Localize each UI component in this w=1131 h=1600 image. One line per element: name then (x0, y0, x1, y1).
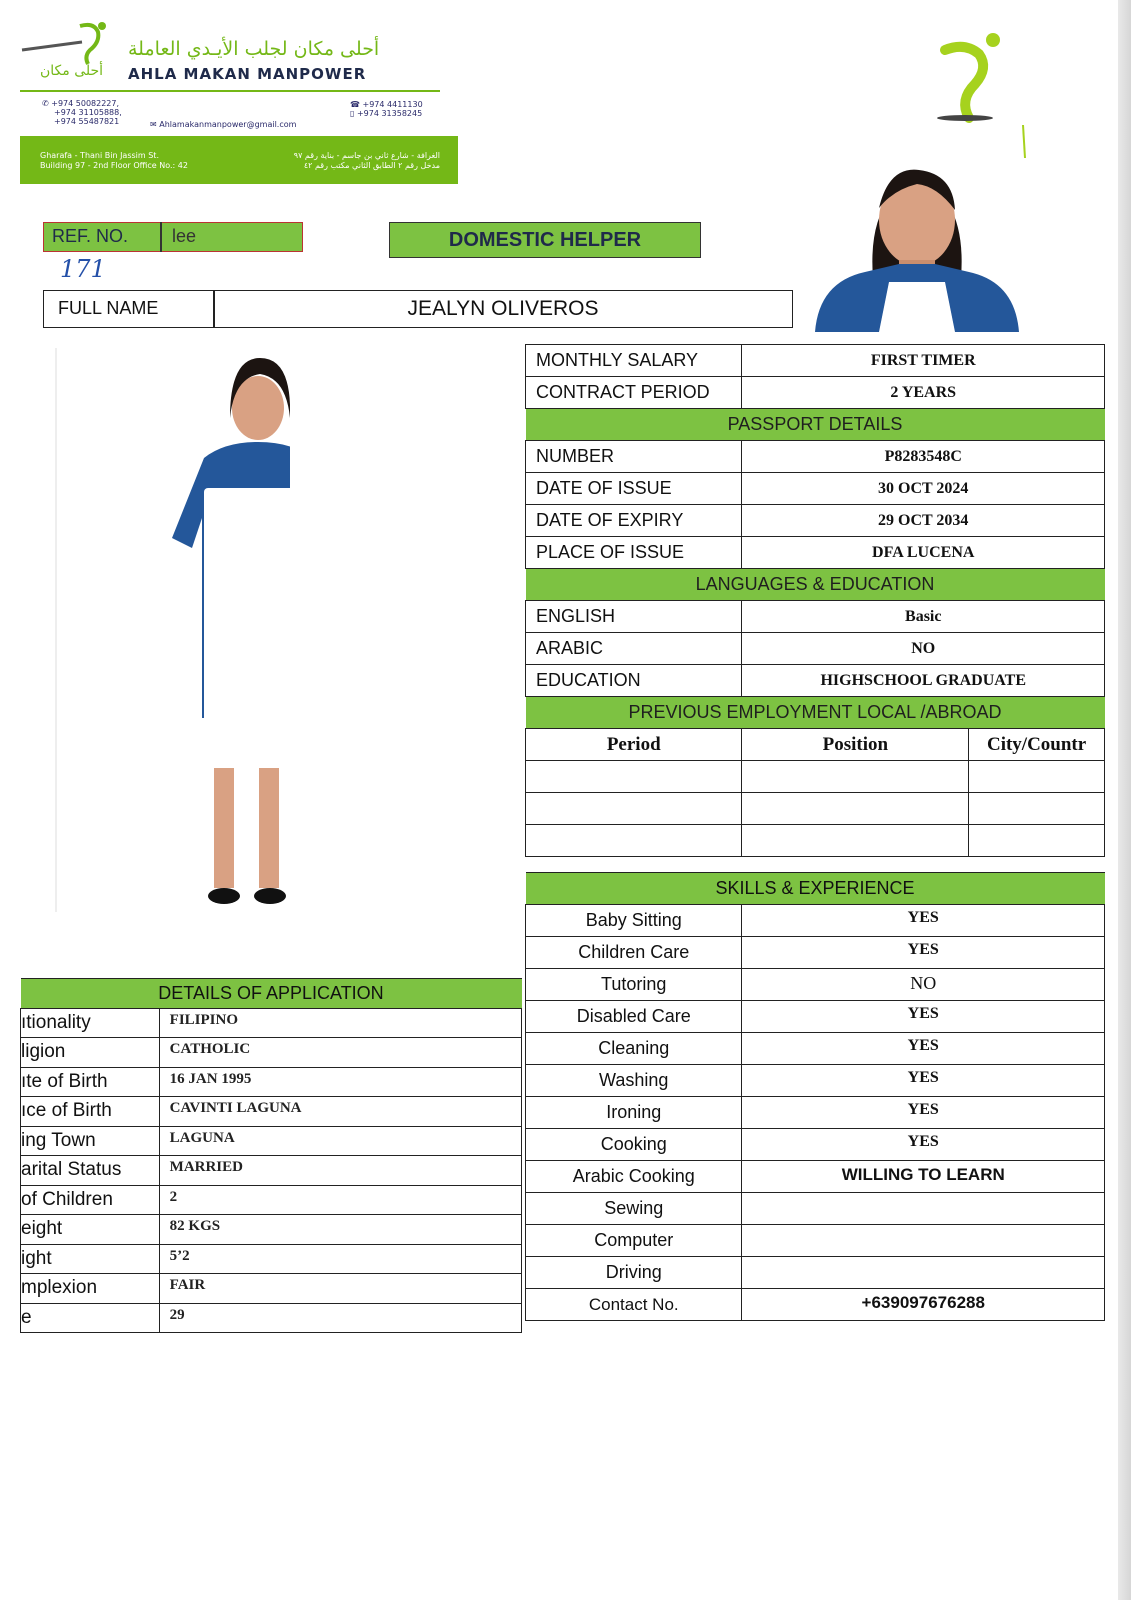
logo-text: أحلى مكان (40, 63, 104, 79)
row-label: PLACE OF ISSUE (526, 537, 742, 569)
row-label: DATE OF EXPIRY (526, 505, 742, 537)
column-header: Period (526, 729, 742, 761)
contact-number: +639097676288 (742, 1289, 1105, 1321)
row-value: Basic (742, 601, 1105, 633)
phone-number: +974 31105888, (54, 108, 122, 117)
detail-value: 29 (159, 1303, 521, 1333)
application-table (20, 978, 522, 1333)
detail-label: arital Status (21, 1156, 160, 1186)
table-row (21, 1038, 522, 1068)
row-value: 2 YEARS (742, 377, 1105, 409)
address-line: الغرافة - شارع ثاني بن جاسم - بناية رقم ٩٧ (293, 151, 440, 160)
table-row (526, 665, 1105, 697)
detail-value: FILIPINO (159, 1008, 521, 1038)
row-label: ARABIC (526, 633, 742, 665)
skill-value (742, 1257, 1105, 1289)
row-label: ENGLISH (526, 601, 742, 633)
handwritten-number: 171 (60, 255, 106, 283)
section-header-application: DETAILS OF APPLICATION (21, 979, 522, 1009)
table-row (21, 1067, 522, 1097)
detail-value: LAGUNA (159, 1126, 521, 1156)
table-row (21, 1244, 522, 1274)
skill-value (742, 1193, 1105, 1225)
skill-value: NO (742, 969, 1105, 1001)
table-row (21, 1126, 522, 1156)
row-label: DATE OF ISSUE (526, 473, 742, 505)
address-line: Gharafa - Thani Bin Jassim St. (40, 151, 159, 160)
address-line: مدخل رقم ٢ الطابق الثاني مكتب رقم ٤٢ (303, 161, 440, 170)
section-header-skills: SKILLS & EXPERIENCE (526, 873, 1105, 905)
detail-value: 82 KGS (159, 1215, 521, 1245)
table-row (21, 1008, 522, 1038)
ref-value: lee (172, 226, 197, 246)
address-arabic (250, 151, 440, 171)
detail-label: ight (21, 1244, 160, 1274)
phone-number: +974 4411130 (362, 100, 423, 109)
column-header: City/Countr (969, 729, 1105, 761)
table-row (526, 793, 1105, 825)
detail-value: CATHOLIC (159, 1038, 521, 1068)
skill-value: YES (742, 1001, 1105, 1033)
skill-value: YES (742, 1033, 1105, 1065)
employment-header-row (526, 729, 1105, 761)
row-label: EDUCATION (526, 665, 742, 697)
full-name-value: JEALYN OLIVEROS (407, 297, 599, 320)
table-row (526, 1065, 1105, 1097)
row-value: HIGHSCHOOL GRADUATE (742, 665, 1105, 697)
skill-label: Cleaning (526, 1033, 742, 1065)
ref-divider (160, 222, 162, 252)
detail-value: MARRIED (159, 1156, 521, 1186)
row-value: DFA LUCENA (742, 537, 1105, 569)
detail-value: CAVINTI LAGUNA (159, 1097, 521, 1127)
phone-icon: ☎ (350, 100, 360, 109)
skill-label: Washing (526, 1065, 742, 1097)
skill-label: Ironing (526, 1097, 742, 1129)
table-row (526, 377, 1105, 409)
detail-value: 16 JAN 1995 (159, 1067, 521, 1097)
email-icon: ✉ (150, 120, 157, 129)
full-body-photo (54, 348, 290, 912)
skill-label: Tutoring (526, 969, 742, 1001)
skills-table (525, 872, 1105, 1321)
row-value: NO (742, 633, 1105, 665)
address-line: Building 97 - 2nd Floor Office No.: 42 (40, 161, 188, 170)
detail-label: ing Town (21, 1126, 160, 1156)
detail-value: FAIR (159, 1274, 521, 1304)
skill-value: YES (742, 937, 1105, 969)
address-english (40, 151, 188, 171)
scan-edge (1118, 0, 1131, 1600)
table-row (21, 1215, 522, 1245)
row-label: MONTHLY SALARY (526, 345, 742, 377)
company-name-arabic: أحلى مكان لجلب الأيـدي العاملة (128, 38, 380, 60)
table-row (526, 633, 1105, 665)
table-row (526, 969, 1105, 1001)
table-row (21, 1274, 522, 1304)
info-table (525, 344, 1105, 857)
table-row (21, 1156, 522, 1186)
detail-label: mplexion (21, 1274, 160, 1304)
row-label: CONTRACT PERIOD (526, 377, 742, 409)
skill-label: Children Care (526, 937, 742, 969)
table-row (21, 1185, 522, 1215)
table-row (21, 1303, 522, 1333)
company-logo-icon (20, 20, 120, 82)
table-row (526, 601, 1105, 633)
skill-label: Contact No. (526, 1289, 742, 1321)
skill-label: Disabled Care (526, 1001, 742, 1033)
table-row (526, 537, 1105, 569)
phone-number: +974 50082227, (51, 99, 120, 108)
detail-label: eight (21, 1215, 160, 1245)
skill-value (742, 1225, 1105, 1257)
skill-label: Arabic Cooking (526, 1161, 742, 1193)
skill-value: WILLING TO LEARN (742, 1161, 1105, 1193)
column-header: Position (742, 729, 969, 761)
table-row (526, 345, 1105, 377)
table-row (526, 761, 1105, 793)
table-row (526, 505, 1105, 537)
table-row (526, 1129, 1105, 1161)
brand-mark-icon (935, 30, 1045, 160)
skill-label: Baby Sitting (526, 905, 742, 937)
detail-value: 2 (159, 1185, 521, 1215)
phone-number: +974 55487821 (54, 117, 120, 126)
skill-label: Computer (526, 1225, 742, 1257)
table-row (526, 1193, 1105, 1225)
detail-value: 5’2 (159, 1244, 521, 1274)
phone-number: +974 31358245 (356, 109, 423, 118)
mobile-icon: ▯ (350, 109, 355, 118)
row-value: FIRST TIMER (742, 345, 1105, 377)
table-row (526, 1257, 1105, 1289)
email (150, 120, 296, 129)
detail-label: ligion (21, 1038, 160, 1068)
table-row (526, 1161, 1105, 1193)
section-header-passport: PASSPORT DETAILS (526, 409, 1105, 441)
skill-value: YES (742, 1097, 1105, 1129)
table-row (526, 1225, 1105, 1257)
detail-label: ıte of Birth (21, 1067, 160, 1097)
skill-value: YES (742, 905, 1105, 937)
table-row (526, 825, 1105, 857)
table-row (526, 1033, 1105, 1065)
section-header-employment: PREVIOUS EMPLOYMENT LOCAL /ABROAD (526, 697, 1105, 729)
detail-label: ıce of Birth (21, 1097, 160, 1127)
detail-label: of Children (21, 1185, 160, 1215)
table-row (526, 1097, 1105, 1129)
full-name-label: FULL NAME (58, 298, 159, 318)
letterhead-divider (20, 90, 440, 92)
row-value: P8283548C (742, 441, 1105, 473)
table-row (526, 1001, 1105, 1033)
skill-label: Driving (526, 1257, 742, 1289)
detail-label: ıtionality (21, 1008, 160, 1038)
section-header-languages: LANGUAGES & EDUCATION (526, 569, 1105, 601)
page-title: DOMESTIC HELPER (448, 229, 642, 251)
row-value: 30 OCT 2024 (742, 473, 1105, 505)
email-text: Ahlamakanmanpower@gmail.com (159, 120, 297, 129)
table-row (526, 441, 1105, 473)
skill-value: YES (742, 1129, 1105, 1161)
phone-icon: ✆ (42, 99, 49, 108)
company-name: AHLA MAKAN MANPOWER (128, 65, 367, 83)
detail-label: e (21, 1303, 160, 1333)
phones-right (350, 100, 423, 118)
row-label: NUMBER (526, 441, 742, 473)
table-row (526, 473, 1105, 505)
skill-value: YES (742, 1065, 1105, 1097)
portrait-photo (815, 148, 1019, 332)
skill-label: Sewing (526, 1193, 742, 1225)
ref-label: REF. NO. (52, 226, 129, 246)
table-row (526, 905, 1105, 937)
table-row (526, 1289, 1105, 1321)
skill-label: Cooking (526, 1129, 742, 1161)
row-value: 29 OCT 2034 (742, 505, 1105, 537)
table-row (21, 1097, 522, 1127)
phones-left (42, 99, 122, 126)
table-row (526, 937, 1105, 969)
